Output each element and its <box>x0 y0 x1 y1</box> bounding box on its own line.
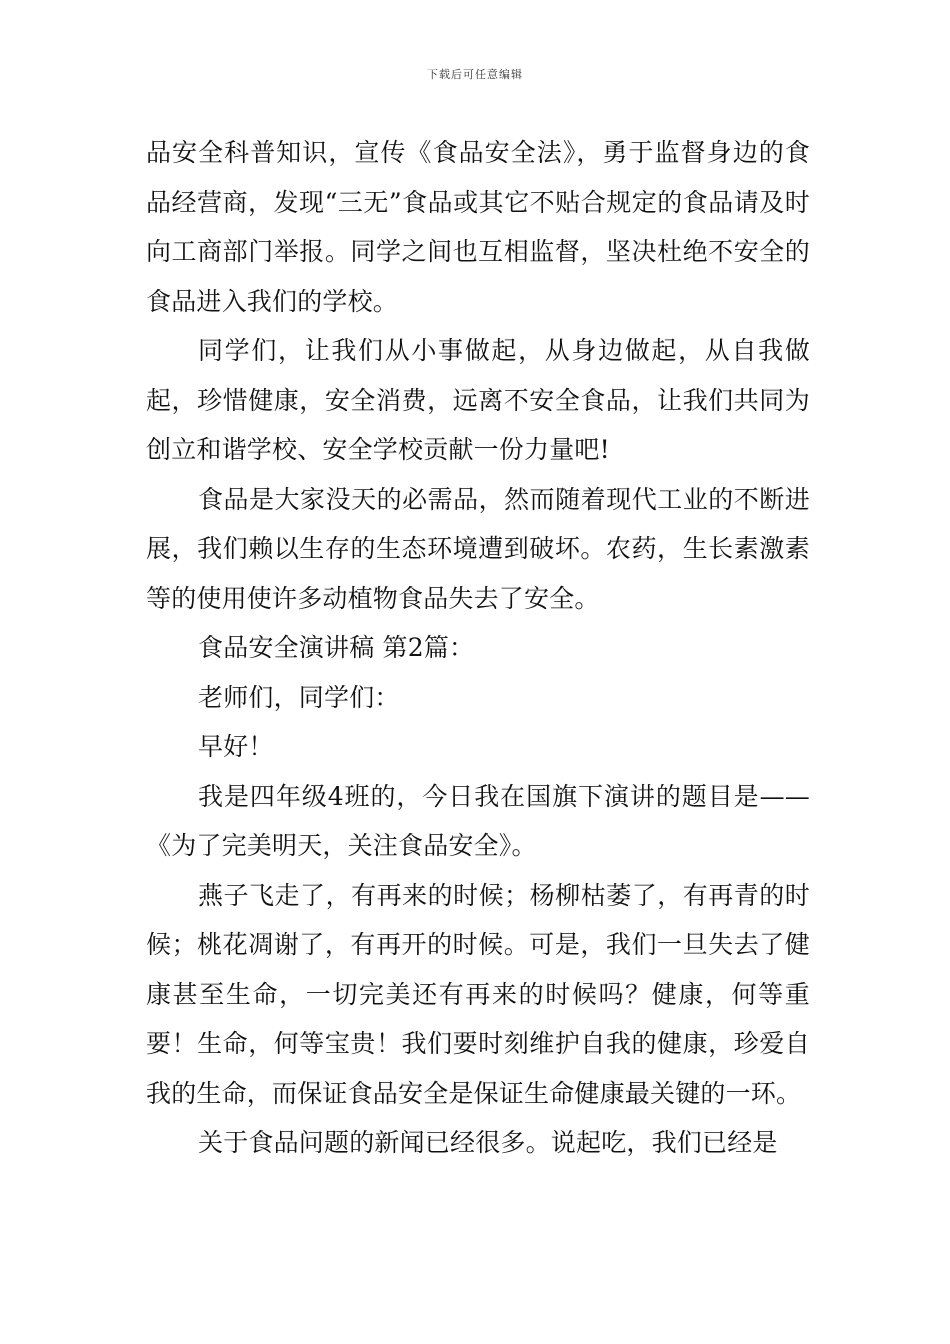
salutation: 老师们，同学们： <box>198 682 400 712</box>
paragraph-speech-title: 我是四年级4班的，今日我在国旗下演讲的题目是——《为了完美明天，关注食品安全》。 <box>146 781 810 860</box>
paragraph-food-news: 关于食品问题的新闻已经很多。说起吃，我们已经是 <box>198 1128 778 1157</box>
document-body <box>146 128 810 1168</box>
paragraph-food-environment: 食品是大家没天的必需品，然而随着现代工业的不断进展，我们赖以生存的生态环境遭到破坏。农药，生长素激素等的使用使许多动植物食品失去了安全。 <box>146 484 810 613</box>
page-header-note: 下载后可任意编辑 <box>427 68 523 81</box>
paragraph-continuation: 品安全科普知识，宣传《食品安全法》，勇于监督身边的食品经营商，发现“三无”食品或其它不贴合规定的食品请及时向工商部门举报。同学之间也互相监督，坚决杜绝不安全的食品进入我们的学校。 <box>146 138 810 316</box>
greeting: 早好！ <box>198 732 274 761</box>
paragraph-health-life: 燕子飞走了，有再来的时候；杨柳枯萎了，有再青的时候；桃花凋谢了，有再开的时候。可是，我们一旦失去了健康甚至生命，一切完美还有再来的时候吗？健康，何等重要！生命，何等宝贵！我们要时刻维护自我的健康，珍爱自我的生命，而保证食品安全是保证生命健康最关键的一环。 <box>146 880 810 1108</box>
paragraph-call-to-action: 同学们，让我们从小事做起，从身边做起，从自我做起，珍惜健康，安全消费，远离不安全食品，让我们共同为创立和谐学校、安全学校贡献一份力量吧! <box>146 336 810 464</box>
section-heading: 食品安全演讲稿 第2篇： <box>198 633 475 662</box>
